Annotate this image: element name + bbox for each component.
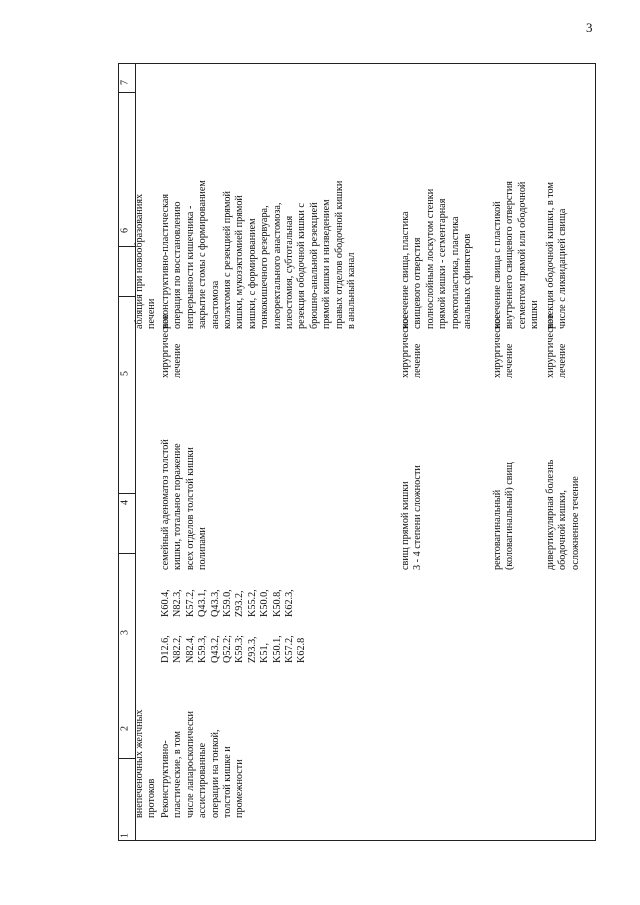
table-border-bottom bbox=[118, 840, 596, 841]
code-line: K50.8, bbox=[271, 589, 283, 617]
text-line: илеостомия, субтотальная bbox=[284, 215, 296, 329]
text-line: резекция ободочной кишки, в том bbox=[545, 182, 556, 329]
code-line: Q43.2, bbox=[209, 635, 221, 663]
text-line: полнослойным лоскутом стенки bbox=[424, 188, 436, 329]
text-line: прямой кишки и низведением bbox=[321, 199, 333, 329]
col-divider-2 bbox=[118, 246, 135, 247]
text-line: кишки bbox=[529, 300, 541, 329]
code-line: D12.6, bbox=[160, 635, 171, 663]
column-number-5: 5 bbox=[119, 371, 131, 376]
text-line: ободочной кишки, bbox=[557, 490, 569, 570]
code-line: K55.2, bbox=[246, 589, 258, 617]
text-line: 3 - 4 степени сложности bbox=[412, 465, 424, 570]
table-border-top bbox=[118, 63, 596, 64]
code-line: Z93.3, bbox=[246, 636, 258, 663]
text-line: хирургическое bbox=[400, 314, 411, 378]
code-line: N82.4, bbox=[184, 635, 196, 663]
row1-col3-codes bbox=[160, 617, 309, 663]
row2-col4-text bbox=[400, 380, 425, 570]
text-line: закрытие стомы с формированием bbox=[197, 180, 209, 329]
row4-col4-text bbox=[545, 380, 582, 570]
text-line: хирургическое bbox=[492, 314, 503, 378]
text-line: лечение bbox=[504, 343, 516, 378]
col-divider-5 bbox=[118, 553, 135, 554]
text-line: внепеченочных желчных bbox=[134, 709, 145, 818]
row4-col6-text bbox=[545, 133, 570, 329]
text-line: свищ прямой кишки bbox=[400, 481, 411, 570]
text-line: протоков bbox=[146, 778, 158, 818]
row1-col3-codes-b bbox=[160, 571, 296, 617]
text-line: внутреннего свищевого отверстия bbox=[504, 181, 516, 329]
col-divider-6 bbox=[118, 758, 135, 759]
code-line: K59.3, bbox=[197, 635, 209, 663]
text-line: колэктомия с резекцией прямой bbox=[222, 191, 234, 329]
text-line: числе с ликвидацией свища bbox=[557, 208, 569, 329]
text-line: дивертикулярная болезнь bbox=[545, 459, 556, 570]
page-number: 3 bbox=[586, 20, 593, 35]
table-border-right bbox=[595, 63, 596, 841]
text-line: (коловагинальный) свищ bbox=[504, 462, 516, 570]
row0-col6-text bbox=[134, 133, 159, 329]
row3-col4-text bbox=[492, 380, 517, 570]
text-line: толстой кишке и bbox=[222, 746, 234, 818]
code-line: K59.0, bbox=[222, 589, 234, 617]
text-line: анастомоза bbox=[209, 280, 221, 329]
code-line: K62.3, bbox=[284, 589, 296, 617]
text-line: числе лапароскопически bbox=[184, 711, 196, 818]
code-line: Z93.2, bbox=[234, 590, 246, 617]
text-line: хирургическое bbox=[160, 314, 171, 378]
text-line: лечение bbox=[412, 343, 424, 378]
column-number-2: 2 bbox=[119, 726, 131, 731]
code-line: K50.1, bbox=[271, 635, 283, 663]
row2-col6-text bbox=[400, 133, 474, 329]
code-line: K57.2, bbox=[284, 635, 296, 663]
code-line: Q43.1, bbox=[197, 589, 209, 617]
text-line: брюшно-анальной резекцией bbox=[308, 202, 320, 329]
row0-col2-text bbox=[134, 678, 159, 818]
column-number-4: 4 bbox=[119, 500, 131, 505]
code-line: K51, bbox=[259, 642, 271, 663]
text-line: правых отделов ободочной кишки bbox=[333, 180, 345, 329]
text-line: лечение bbox=[172, 343, 184, 378]
text-line: промежности bbox=[234, 759, 246, 818]
code-line: Q43.3, bbox=[209, 589, 221, 617]
text-line: иссечение свища, пластика bbox=[400, 211, 411, 329]
text-line: резекция ободочной кишки с bbox=[296, 203, 308, 329]
code-line: N82.2, bbox=[172, 635, 184, 663]
text-line: всех отделов толстой кишки bbox=[184, 447, 196, 570]
row1-col2-text bbox=[160, 668, 247, 818]
text-line: пластические, в том bbox=[172, 731, 184, 818]
column-number-1: 1 bbox=[119, 833, 131, 838]
text-line: операция по восстановлению bbox=[172, 201, 184, 329]
code-line: K57.2, bbox=[184, 589, 196, 617]
text-line: реконструктивно-пластическая bbox=[160, 193, 171, 329]
code-line: K62.8 bbox=[296, 637, 308, 663]
text-line: проктопластика, пластика bbox=[449, 216, 461, 329]
code-line: K50.0, bbox=[259, 589, 271, 617]
text-line: илеоректального анастомоза, bbox=[271, 202, 283, 329]
text-line: непрерывности кишечника - bbox=[184, 205, 196, 329]
text-line: сегментом прямой или ободочной bbox=[516, 181, 528, 329]
text-line: свищевого отверстия bbox=[412, 237, 424, 329]
text-line: в анальный канал bbox=[346, 252, 358, 329]
code-line: K59.3; bbox=[234, 634, 246, 663]
text-line: кишки, мукозэктомией прямой bbox=[234, 195, 246, 329]
text-line: хирургическое bbox=[545, 314, 556, 378]
column-number-6: 6 bbox=[119, 228, 131, 233]
text-line: ректовагинальный bbox=[492, 489, 503, 570]
text-line: полипами bbox=[197, 527, 209, 570]
text-line: прямой кишки - сегментарная bbox=[437, 198, 449, 329]
column-number-7: 7 bbox=[119, 80, 131, 85]
code-line: K60.4, bbox=[160, 589, 171, 617]
text-line: Реконструктивно- bbox=[160, 740, 171, 818]
text-line: осложненное течение bbox=[569, 476, 581, 570]
text-line: семейный аденоматоз толстой bbox=[160, 439, 171, 570]
code-line: N82.3, bbox=[172, 589, 184, 617]
text-line: иссечение свища с пластикой bbox=[492, 201, 503, 329]
row1-col4-text bbox=[160, 380, 210, 570]
text-line: тонкокишечного резервуара, bbox=[259, 205, 271, 329]
text-line: лечение bbox=[557, 343, 569, 378]
row3-col6-text bbox=[492, 133, 542, 329]
col-divider-3 bbox=[118, 296, 135, 297]
text-line: анальных сфинктеров bbox=[462, 233, 474, 329]
text-line: кишки, с формированием bbox=[246, 218, 258, 329]
text-line: печени bbox=[146, 298, 158, 329]
text-line: кишки, тотальное поражение bbox=[172, 443, 184, 570]
row1-col6-text bbox=[160, 133, 359, 329]
text-line: операции на тонкой, bbox=[209, 729, 221, 818]
text-line: абляция при новообразованиях bbox=[134, 193, 145, 329]
column-number-3: 3 bbox=[119, 630, 131, 635]
text-line: ассистированные bbox=[197, 742, 209, 818]
code-line: Q52.2; bbox=[222, 634, 234, 663]
